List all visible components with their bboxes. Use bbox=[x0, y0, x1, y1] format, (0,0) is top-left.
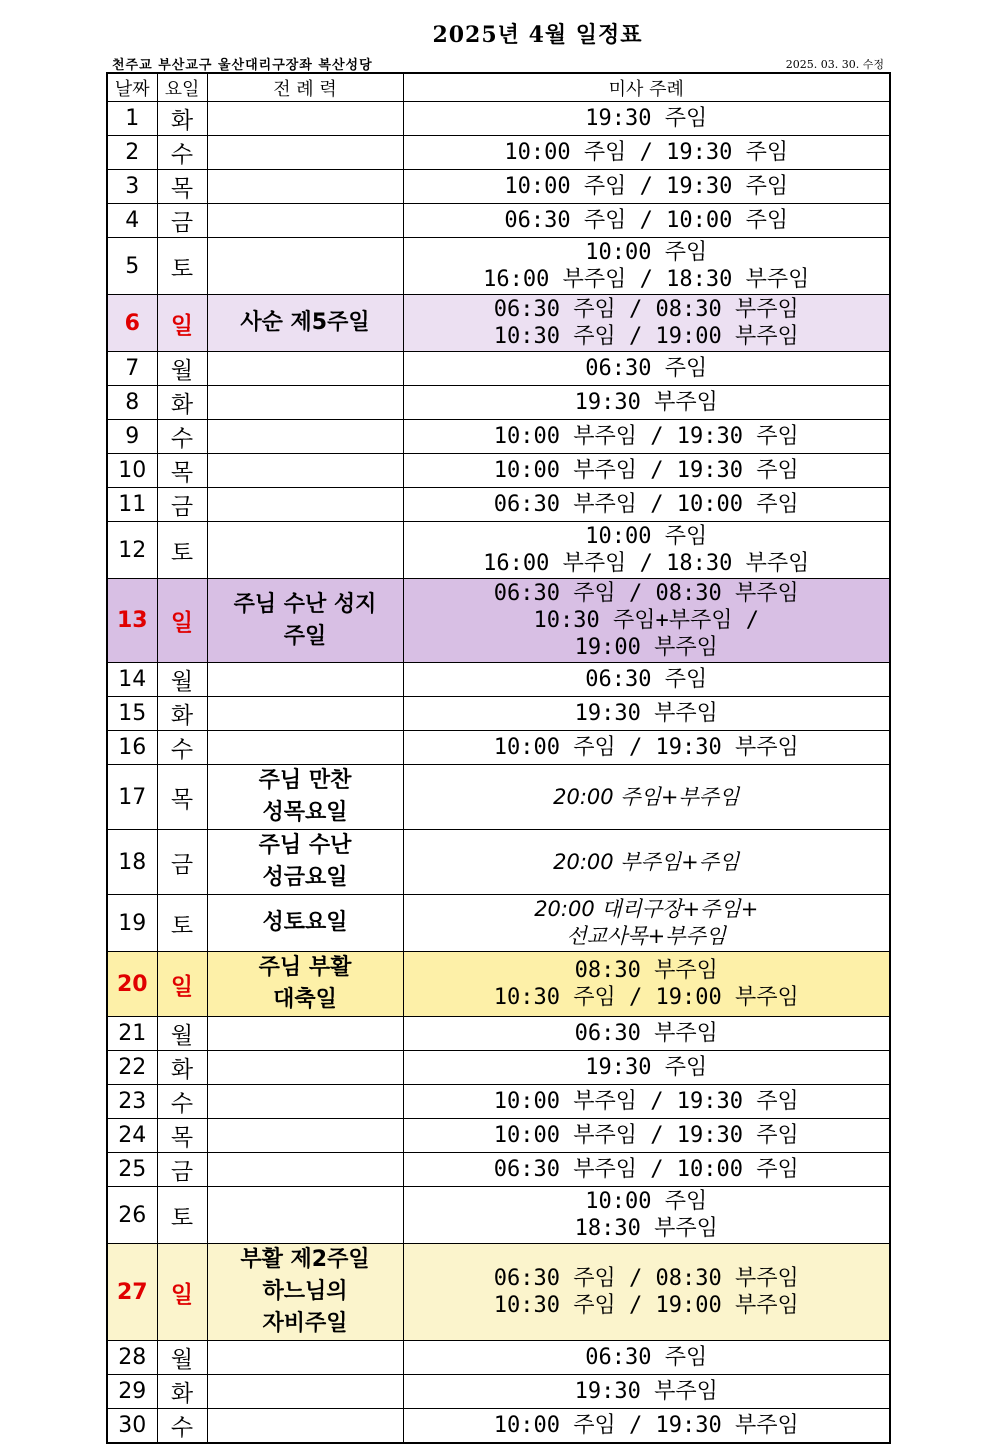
mass-line: 10:00 부주임 / 19:30 주임 bbox=[493, 1089, 799, 1114]
mass-line: 19:30 주임 bbox=[585, 106, 708, 131]
liturgy-line: 대축일 bbox=[273, 987, 337, 1012]
mass-cell bbox=[403, 1051, 890, 1085]
mass-cell bbox=[403, 952, 890, 1017]
mass-cell bbox=[403, 1341, 890, 1375]
weekday-cell: 수 bbox=[157, 731, 207, 765]
mass-line: 06:30 주임 / 08:30 부주임 bbox=[493, 581, 799, 606]
date-cell: 25 bbox=[107, 1153, 157, 1187]
mass-line: 10:00 부주임 / 19:30 주임 bbox=[493, 1123, 799, 1148]
weekday-cell: 화 bbox=[157, 102, 207, 136]
mass-line: 10:30 주임 / 19:00 부주임 bbox=[493, 324, 799, 349]
mass-cell bbox=[403, 1187, 890, 1244]
table-row bbox=[107, 488, 890, 522]
liturgy-cell bbox=[207, 238, 403, 295]
mass-cell bbox=[403, 454, 890, 488]
weekday-cell: 수 bbox=[157, 1085, 207, 1119]
date-cell: 11 bbox=[107, 488, 157, 522]
date-cell: 10 bbox=[107, 454, 157, 488]
weekday-cell: 화 bbox=[157, 697, 207, 731]
liturgy-cell bbox=[207, 663, 403, 697]
date-cell: 12 bbox=[107, 522, 157, 579]
weekday-cell: 수 bbox=[157, 420, 207, 454]
mass-line: 06:30 부주임 / 10:00 주임 bbox=[493, 1157, 799, 1182]
liturgy-cell bbox=[207, 895, 403, 952]
weekday-cell: 화 bbox=[157, 1375, 207, 1409]
liturgy-line: 주님 부활 bbox=[258, 955, 352, 980]
mass-cell bbox=[403, 697, 890, 731]
liturgy-line: 자비주일 bbox=[262, 1311, 348, 1336]
table-row bbox=[107, 1153, 890, 1187]
weekday-cell: 금 bbox=[157, 488, 207, 522]
mass-cell bbox=[403, 830, 890, 895]
mass-cell bbox=[403, 1409, 890, 1444]
table-row bbox=[107, 895, 890, 952]
mass-line: 06:30 주임 bbox=[585, 1345, 708, 1370]
liturgy-cell bbox=[207, 522, 403, 579]
mass-cell bbox=[403, 204, 890, 238]
table-row bbox=[107, 1375, 890, 1409]
mass-line: 08:30 부주임 bbox=[574, 958, 718, 983]
weekday-cell: 월 bbox=[157, 663, 207, 697]
liturgy-cell bbox=[207, 352, 403, 386]
weekday-cell: 월 bbox=[157, 1017, 207, 1051]
weekday-cell: 월 bbox=[157, 1341, 207, 1375]
table-row bbox=[107, 1409, 890, 1444]
mass-cell bbox=[403, 1119, 890, 1153]
liturgy-cell bbox=[207, 1341, 403, 1375]
mass-line: 10:00 부주임 / 19:30 주임 bbox=[493, 458, 799, 483]
weekday-cell: 토 bbox=[157, 238, 207, 295]
table-row bbox=[107, 1017, 890, 1051]
schedule-body bbox=[107, 102, 890, 1444]
table-row bbox=[107, 830, 890, 895]
date-cell: 5 bbox=[107, 238, 157, 295]
liturgy-line: 주일 bbox=[283, 623, 327, 649]
weekday-cell: 일 bbox=[157, 579, 207, 663]
liturgy-line: 하느님의 bbox=[262, 1279, 348, 1304]
table-row bbox=[107, 386, 890, 420]
mass-line: 19:30 주임 bbox=[585, 1055, 708, 1080]
mass-cell bbox=[403, 579, 890, 663]
date-cell: 14 bbox=[107, 663, 157, 697]
mass-line: 06:30 주임 / 08:30 부주임 bbox=[493, 297, 799, 322]
liturgy-cell bbox=[207, 1409, 403, 1444]
date-cell: 22 bbox=[107, 1051, 157, 1085]
header-mass: 미사 주례 bbox=[403, 73, 890, 102]
liturgy-cell bbox=[207, 1017, 403, 1051]
liturgy-cell bbox=[207, 1051, 403, 1085]
mass-line: 06:30 주임 bbox=[585, 356, 708, 381]
mass-line: 18:30 부주임 bbox=[574, 1216, 718, 1241]
table-row bbox=[107, 352, 890, 386]
table-row bbox=[107, 765, 890, 830]
liturgy-cell bbox=[207, 1153, 403, 1187]
table-row bbox=[107, 102, 890, 136]
liturgy-cell bbox=[207, 1085, 403, 1119]
revision-date: 2025. 03. 30. 수정 bbox=[785, 58, 884, 71]
table-row bbox=[107, 697, 890, 731]
mass-cell bbox=[403, 352, 890, 386]
weekday-cell: 금 bbox=[157, 204, 207, 238]
table-row bbox=[107, 1119, 890, 1153]
liturgy-cell bbox=[207, 386, 403, 420]
weekday-cell: 수 bbox=[157, 1409, 207, 1444]
date-cell: 2 bbox=[107, 136, 157, 170]
mass-line: 06:30 부주임 bbox=[574, 1021, 718, 1046]
date-cell: 1 bbox=[107, 102, 157, 136]
mass-cell bbox=[403, 731, 890, 765]
mass-cell bbox=[403, 102, 890, 136]
weekday-cell: 목 bbox=[157, 170, 207, 204]
mass-cell bbox=[403, 1244, 890, 1341]
header-row bbox=[107, 73, 890, 102]
liturgy-cell bbox=[207, 1119, 403, 1153]
mass-line: 10:00 부주임 / 19:30 주임 bbox=[493, 424, 799, 449]
weekday-cell: 일 bbox=[157, 295, 207, 352]
date-cell: 18 bbox=[107, 830, 157, 895]
mass-cell bbox=[403, 295, 890, 352]
liturgy-line: 주님 만찬 bbox=[258, 768, 352, 793]
mass-cell bbox=[403, 663, 890, 697]
mass-line: 16:00 부주임 / 18:30 부주임 bbox=[483, 267, 810, 292]
liturgy-line: 성금요일 bbox=[262, 865, 348, 890]
mass-line: 20:00 주임+부주임 bbox=[553, 784, 740, 809]
mass-line: 19:30 부주임 bbox=[574, 701, 718, 726]
table-row bbox=[107, 295, 890, 352]
mass-cell bbox=[403, 420, 890, 454]
date-cell: 17 bbox=[107, 765, 157, 830]
table-row bbox=[107, 952, 890, 1017]
table-row bbox=[107, 136, 890, 170]
weekday-cell: 토 bbox=[157, 895, 207, 952]
mass-line: 06:30 주임 / 08:30 부주임 bbox=[493, 1266, 799, 1291]
table-row bbox=[107, 663, 890, 697]
weekday-cell: 토 bbox=[157, 522, 207, 579]
liturgy-line: 주님 수난 bbox=[258, 833, 352, 858]
liturgy-cell bbox=[207, 1244, 403, 1341]
date-cell: 23 bbox=[107, 1085, 157, 1119]
liturgy-line: 성토요일 bbox=[262, 910, 348, 935]
date-cell: 8 bbox=[107, 386, 157, 420]
date-cell: 28 bbox=[107, 1341, 157, 1375]
liturgy-cell bbox=[207, 295, 403, 352]
liturgy-line: 부활 제2주일 bbox=[240, 1247, 370, 1272]
mass-cell bbox=[403, 488, 890, 522]
liturgy-cell bbox=[207, 952, 403, 1017]
date-cell: 6 bbox=[107, 295, 157, 352]
mass-line: 06:30 부주임 / 10:00 주임 bbox=[493, 492, 799, 517]
header-day: 요일 bbox=[157, 73, 207, 102]
mass-cell bbox=[403, 386, 890, 420]
liturgy-cell bbox=[207, 102, 403, 136]
date-cell: 21 bbox=[107, 1017, 157, 1051]
liturgy-line: 성목요일 bbox=[262, 800, 348, 825]
mass-line: 20:00 부주임+주임 bbox=[553, 849, 740, 874]
table-row bbox=[107, 579, 890, 663]
table-row bbox=[107, 1244, 890, 1341]
mass-cell bbox=[403, 765, 890, 830]
weekday-cell: 화 bbox=[157, 386, 207, 420]
table-row bbox=[107, 1187, 890, 1244]
table-row bbox=[107, 420, 890, 454]
mass-line: 10:00 주임 bbox=[585, 1189, 708, 1214]
date-cell: 3 bbox=[107, 170, 157, 204]
schedule-table bbox=[106, 72, 891, 1444]
weekday-cell: 목 bbox=[157, 765, 207, 830]
date-cell: 29 bbox=[107, 1375, 157, 1409]
mass-line: 19:30 부주임 bbox=[574, 1379, 718, 1404]
weekday-cell: 일 bbox=[157, 952, 207, 1017]
liturgy-cell bbox=[207, 1187, 403, 1244]
date-cell: 26 bbox=[107, 1187, 157, 1244]
table-row bbox=[107, 204, 890, 238]
mass-line: 10:30 주임+부주임 / bbox=[533, 608, 759, 633]
liturgy-line: 주님 수난 성지 bbox=[233, 591, 377, 617]
date-cell: 4 bbox=[107, 204, 157, 238]
mass-cell bbox=[403, 170, 890, 204]
page-title: 2025년 4월 일정표 bbox=[432, 22, 643, 48]
table-row bbox=[107, 1051, 890, 1085]
date-cell: 7 bbox=[107, 352, 157, 386]
weekday-cell: 금 bbox=[157, 830, 207, 895]
liturgy-cell bbox=[207, 1375, 403, 1409]
table-row bbox=[107, 522, 890, 579]
table-row bbox=[107, 1341, 890, 1375]
weekday-cell: 금 bbox=[157, 1153, 207, 1187]
mass-cell bbox=[403, 1017, 890, 1051]
header-liturgy: 전 례 력 bbox=[207, 73, 403, 102]
header-date: 날짜 bbox=[107, 73, 157, 102]
mass-line: 선교사목+부주임 bbox=[566, 924, 727, 948]
table-row bbox=[107, 1085, 890, 1119]
mass-line: 19:30 부주임 bbox=[574, 390, 718, 415]
date-cell: 9 bbox=[107, 420, 157, 454]
liturgy-line: 사순 제5주일 bbox=[240, 310, 370, 335]
mass-line: 06:30 주임 / 10:00 주임 bbox=[504, 208, 789, 233]
mass-cell bbox=[403, 1153, 890, 1187]
liturgy-cell bbox=[207, 488, 403, 522]
weekday-cell: 일 bbox=[157, 1244, 207, 1341]
liturgy-cell bbox=[207, 830, 403, 895]
liturgy-cell bbox=[207, 170, 403, 204]
weekday-cell: 월 bbox=[157, 352, 207, 386]
weekday-cell: 토 bbox=[157, 1187, 207, 1244]
liturgy-cell bbox=[207, 204, 403, 238]
mass-line: 10:00 주임 / 19:30 부주임 bbox=[493, 735, 799, 760]
table-row bbox=[107, 454, 890, 488]
mass-cell bbox=[403, 136, 890, 170]
date-cell: 24 bbox=[107, 1119, 157, 1153]
mass-line: 19:00 부주임 bbox=[574, 635, 718, 660]
table-row bbox=[107, 170, 890, 204]
table-row bbox=[107, 731, 890, 765]
date-cell: 27 bbox=[107, 1244, 157, 1341]
weekday-cell: 화 bbox=[157, 1051, 207, 1085]
mass-line: 10:00 주임 / 19:30 주임 bbox=[504, 174, 789, 199]
liturgy-cell bbox=[207, 731, 403, 765]
mass-cell bbox=[403, 238, 890, 295]
parish-name: 천주교 부산교구 울산대리구장좌 복산성당 bbox=[112, 58, 373, 73]
mass-line: 10:30 주임 / 19:00 부주임 bbox=[493, 1293, 799, 1318]
mass-line: 06:30 주임 bbox=[585, 667, 708, 692]
mass-line: 10:00 주임 bbox=[585, 240, 708, 265]
date-cell: 13 bbox=[107, 579, 157, 663]
mass-cell bbox=[403, 1085, 890, 1119]
date-cell: 16 bbox=[107, 731, 157, 765]
mass-cell bbox=[403, 1375, 890, 1409]
mass-line: 10:00 주임 / 19:30 부주임 bbox=[493, 1413, 799, 1438]
mass-cell bbox=[403, 522, 890, 579]
mass-line: 16:00 부주임 / 18:30 부주임 bbox=[483, 551, 810, 576]
date-cell: 15 bbox=[107, 697, 157, 731]
liturgy-cell bbox=[207, 697, 403, 731]
liturgy-cell bbox=[207, 765, 403, 830]
liturgy-cell bbox=[207, 420, 403, 454]
table-row bbox=[107, 238, 890, 295]
weekday-cell: 목 bbox=[157, 1119, 207, 1153]
weekday-cell: 목 bbox=[157, 454, 207, 488]
mass-line: 10:30 주임 / 19:00 부주임 bbox=[493, 985, 799, 1010]
liturgy-cell bbox=[207, 579, 403, 663]
liturgy-cell bbox=[207, 136, 403, 170]
date-cell: 20 bbox=[107, 952, 157, 1017]
mass-line: 20:00 대리구장+주임+ bbox=[534, 897, 759, 921]
weekday-cell: 수 bbox=[157, 136, 207, 170]
date-cell: 19 bbox=[107, 895, 157, 952]
mass-cell bbox=[403, 895, 890, 952]
mass-line: 10:00 주임 bbox=[585, 524, 708, 549]
date-cell: 30 bbox=[107, 1409, 157, 1444]
liturgy-cell bbox=[207, 454, 403, 488]
mass-line: 10:00 주임 / 19:30 주임 bbox=[504, 140, 789, 165]
